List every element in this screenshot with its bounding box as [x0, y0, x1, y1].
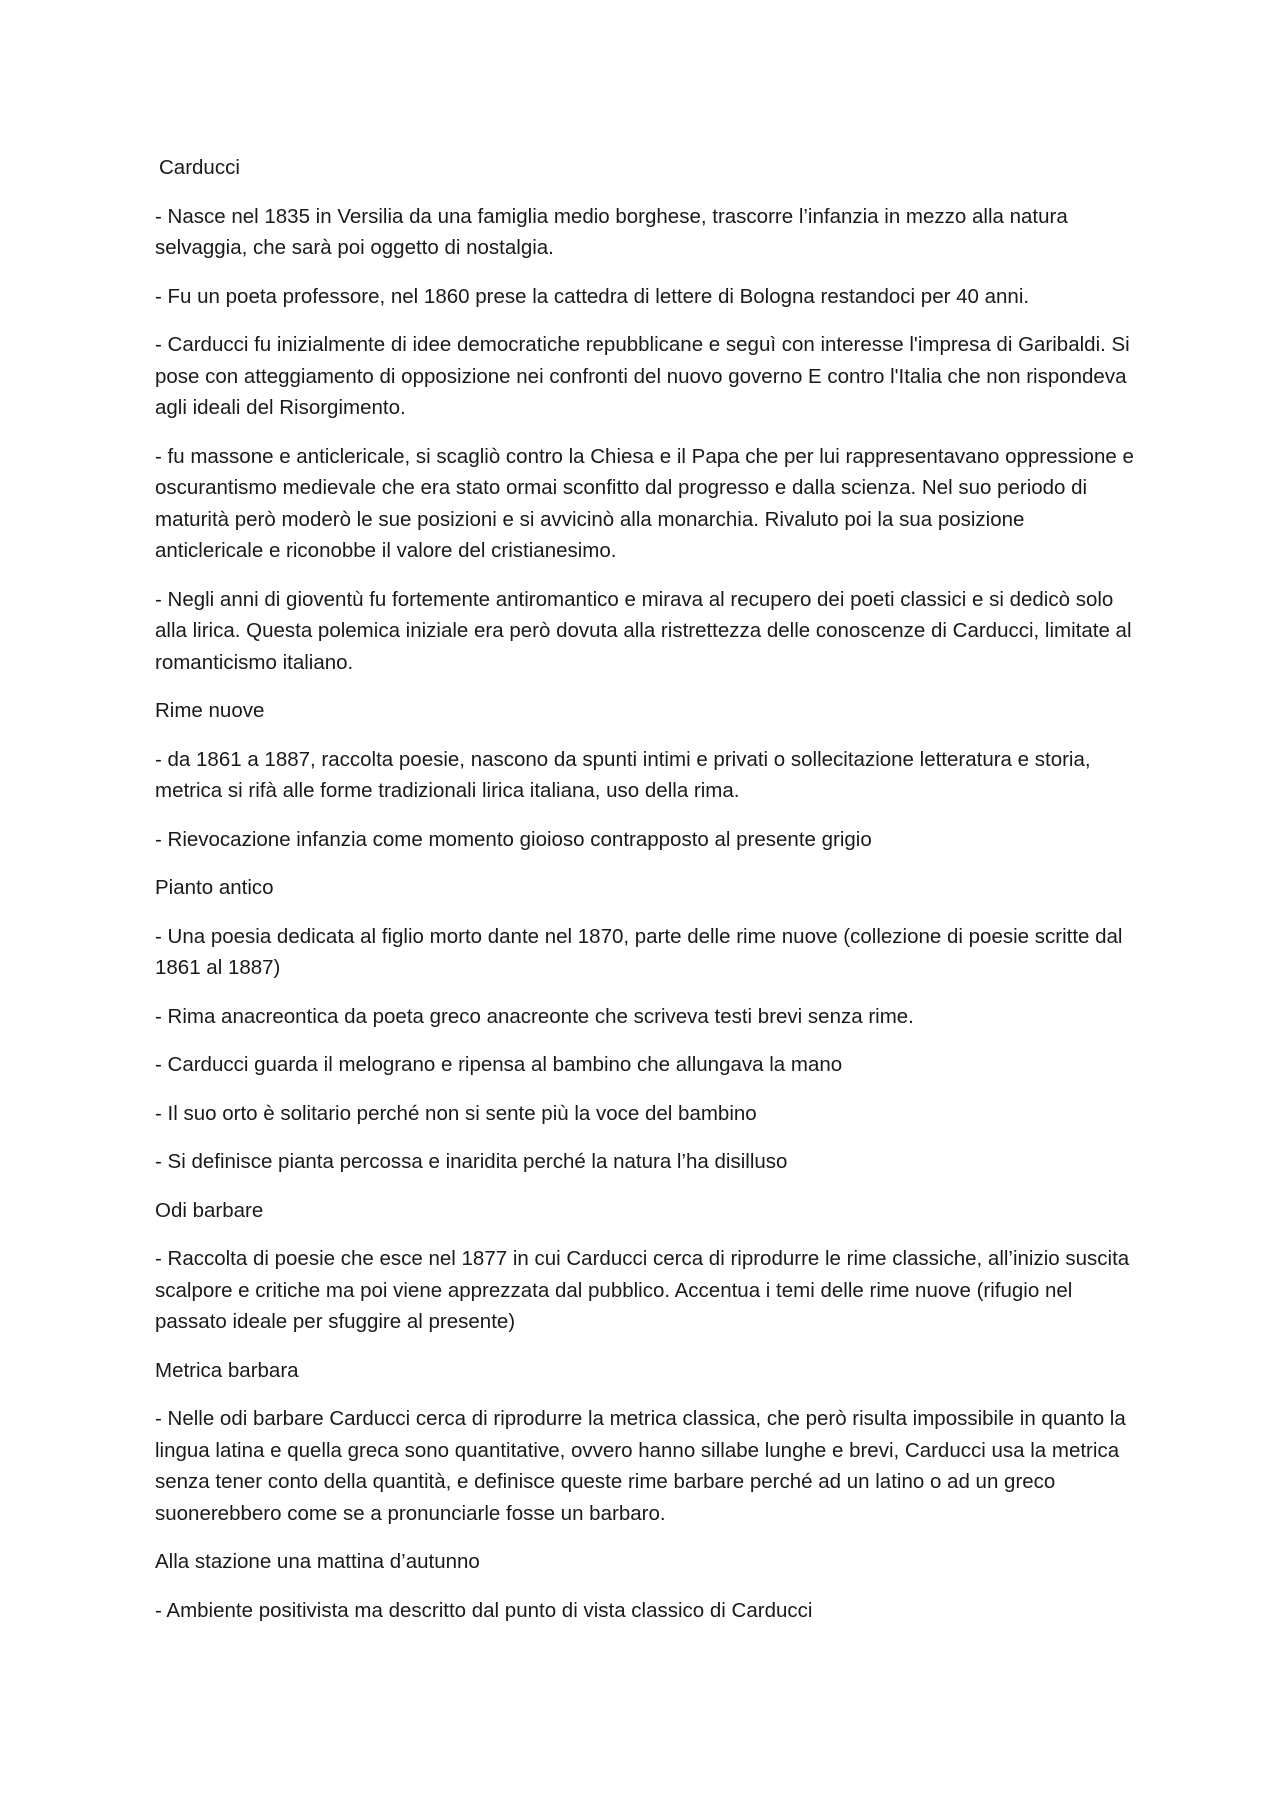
paragraph: - Raccolta di poesie che esce nel 1877 in cui Carducci cerca di riprodurre le rime classiche, all’inizio suscita scalpore e critiche ma poi viene apprezzata dal pubblico. Accentua i temi delle rime nuove (rifugio nel passato ideale per sfuggire al presente) [155, 1247, 1130, 1333]
paragraph: - Rievocazione infanzia come momento gioioso contrapposto al presente grigio [155, 827, 872, 851]
paragraph: - Negli anni di gioventù fu fortemente antiromantico e mirava al recupero dei poeti classici e si dedicò solo alla lirica. Questa polemica iniziale era però dovuta alla ristrettezza delle conoscenze di Carducci, limitate al romanticismo italiano. [155, 587, 1132, 674]
document-title: Carducci [159, 156, 240, 179]
section-heading: Odi barbare [155, 1198, 264, 1222]
paragraph: - Il suo orto è solitario perché non si sente più la voce del bambino [155, 1101, 757, 1125]
paragraph: - Fu un poeta professore, nel 1860 prese la cattedra di lettere di Bologna restandoci per 40 anni. [155, 284, 1030, 308]
paragraph: - Rima anacreontica da poeta greco anacreonte che scriveva testi brevi senza rime. [155, 1004, 914, 1028]
section-heading: Pianto antico [155, 876, 274, 899]
paragraph: - da 1861 a 1887, raccolta poesie, nascono da spunti intimi e privati o sollecitazione letteratura e storia, metrica si rifà alle forme tradizionali lirica italiana, uso della rima. [155, 747, 1091, 802]
paragraph: - Nasce nel 1835 in Versilia da una famiglia medio borghese, trascorre l’infanzia in mezzo alla natura selvaggia, che sarà poi oggetto di nostalgia. [155, 204, 1068, 259]
section-heading: Alla stazione una mattina d’autunno [155, 1550, 480, 1573]
paragraph: - Carducci guarda il melograno e ripensa al bambino che allungava la mano [155, 1053, 843, 1076]
document-body [155, 152, 1135, 1643]
paragraph: - Nelle odi barbare Carducci cerca di riprodurre la metrica classica, che però risulta impossibile in quanto la lingua latina e quella greca sono quantitative, ovvero hanno sillabe lunghe e brevi, Carducci usa la metrica senza tener conto della quantità, e definisce queste rime barbare perché ad un latino o ad un greco suonerebbero come se a pronunciarle fosse un barbaro. [155, 1407, 1126, 1525]
paragraph: - Si definisce pianta percossa e inaridita perché la natura l’ha disilluso [155, 1150, 788, 1173]
paragraph: - Ambiente positivista ma descritto dal punto di vista classico di Carducci [155, 1598, 813, 1622]
paragraph: - Una poesia dedicata al figlio morto dante nel 1870, parte delle rime nuove (collezione di poesie scritte dal 1861 al 1887) [155, 924, 1123, 979]
paragraph: - fu massone e anticlericale, si scagliò contro la Chiesa e il Papa che per lui rappresentavano oppressione e oscurantismo medievale che era stato ormai sconfitto dal progresso e dalla scienza. Nel suo periodo di maturità però moderò le sue posizioni e si avvicinò alla monarchia. Rivaluto poi la sua posizione anticlericale e riconobbe il valore del cristianesimo. [155, 444, 1134, 562]
section-heading: Metrica barbara [155, 1358, 299, 1382]
paragraph: - Carducci fu inizialmente di idee democratiche repubblicane e seguì con interesse l'impresa di Garibaldi. Si pose con atteggiamento di opposizione nei confronti del nuovo governo E contro l'Italia che non rispondeva agli ideali del Risorgimento. [155, 333, 1130, 419]
section-heading: Rime nuove [155, 699, 265, 722]
